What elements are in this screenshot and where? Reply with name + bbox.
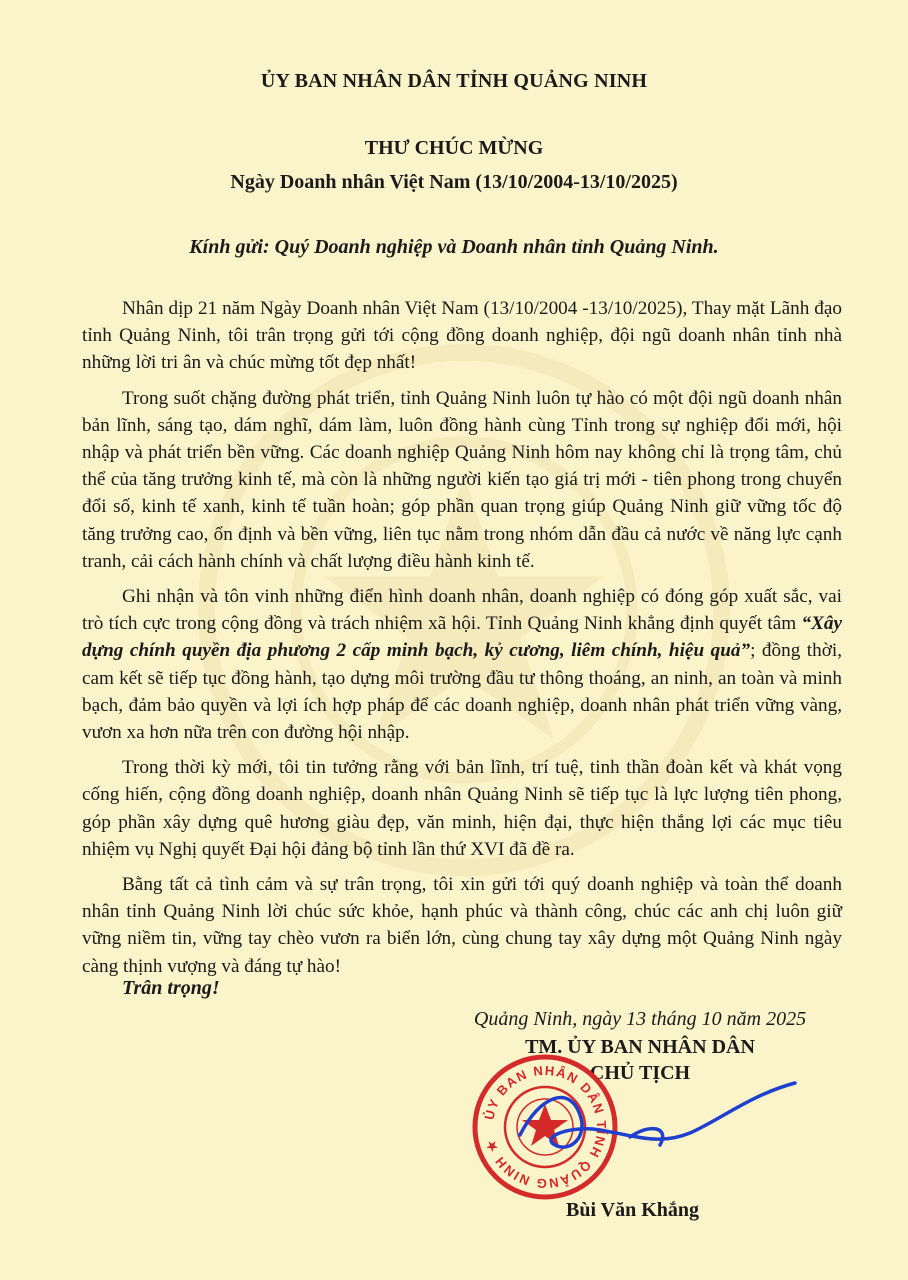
paragraph-3-part-b: ; đồng thời, cam kết sẽ tiếp tục đồng hành, tạo dựng môi trường đầu tư thông thoáng, an ninh, an toàn và minh bạch, đảm bảo quyền và lợi ích hợp pháp để các doanh nghiệp, doanh nhân phát triển vững vàng, vươn xa hơn nữa trên con đường hội nhập. xyxy=(82,640,842,744)
paragraph-5: Bằng tất cả tình cảm và sự trân trọng, tôi xin gửi tới quý doanh nghiệp và toàn thể doanh nhân tỉnh Quảng Ninh lời chúc sức khỏe, hạnh phúc và thành công, chúc các anh chị luôn giữ vững niềm tin, vững tay chèo vươn ra biển lớn, cùng chung tay xây dựng một Quảng Ninh ngày càng thịnh vượng và đáng tự hào! xyxy=(82,874,842,977)
place-date: Quảng Ninh, ngày 13 tháng 10 năm 2025 xyxy=(473,1008,807,1030)
letter-body xyxy=(82,295,842,988)
organization-name: ỦY BAN NHÂN DÂN TỈNH QUẢNG NINH xyxy=(260,70,648,92)
paragraph-1: Nhân dịp 21 năm Ngày Doanh nhân Việt Nam (13/10/2004 -13/10/2025), Thay mặt Lãnh đạo tỉnh Quảng Ninh, tôi trân trọng gửi tới cộng đồng doanh nghiệp, đội ngũ doanh nhân tỉnh nhà những lời tri ân và chúc mừng tốt đẹp nhất! xyxy=(82,298,842,374)
paragraph-3-quote: “Xây dựng chính quyền địa phương 2 cấp minh bạch, kỷ cương, liêm chính, hiệu quả” xyxy=(82,613,842,662)
closing-line: Trân trọng! xyxy=(122,977,220,999)
paragraph-3 xyxy=(82,583,842,746)
paragraph-4: Trong thời kỳ mới, tôi tin tưởng rằng với bản lĩnh, trí tuệ, tinh thần đoàn kết và khát vọng cống hiến, cộng đồng doanh nghiệp, doanh nhân Quảng Ninh sẽ tiếp tục là lực lượng tiên phong, góp phần xây dựng quê hương giàu đẹp, văn minh, hiện đại, thực hiện thắng lợi các mục tiêu nhiệm vụ Nghị quyết Đại hội đảng bộ tỉnh lần thứ XVI đã đề ra. xyxy=(82,757,842,860)
letter-title: THƯ CHÚC MỪNG xyxy=(364,137,544,159)
svg-text:ỦY BAN NHÂN DÂN TỈNH QUẢNG NIN: ỦY BAN NHÂN DÂN TỈNH QUẢNG NINH ★ xyxy=(481,1062,610,1192)
letter-subtitle: Ngày Doanh nhân Việt Nam (13/10/2004-13/10/2025) xyxy=(230,171,678,193)
paragraph-2: Trong suốt chặng đường phát triển, tỉnh Quảng Ninh luôn tự hào có một đội ngũ doanh nhân bản lĩnh, sáng tạo, dám nghĩ, dám làm, luôn đồng hành cùng Tỉnh trong sự nghiệp đổi mới, hội nhập và phát triển bền vững. Các doanh nghiệp Quảng Ninh hôm nay không chỉ là trọng tâm, chủ thể của tăng trưởng kinh tế, mà còn là những người kiến tạo giá trị mới - tiên phong trong chuyển đổi số, kinh tế xanh, kinh tế tuần hoàn; góp phần quan trọng giúp Quảng Ninh giữ vững tốc độ tăng trưởng cao, ổn định và bền vững, liên tục nằm trong nhóm dẫn đầu cả nước về năng lực cạnh tranh, cải cách hành chính và chất lượng điều hành kinh tế. xyxy=(82,387,842,572)
signer-name: Bùi Văn Khắng xyxy=(566,1199,700,1221)
handwritten-signature-icon xyxy=(510,1075,810,1165)
position-line: CHỦ TỊCH xyxy=(589,1062,691,1084)
on-behalf-line: TM. ỦY BAN NHÂN DÂN xyxy=(525,1036,755,1058)
paragraph-3-part-a: Ghi nhận và tôn vinh những điển hình doanh nhân, doanh nghiệp có đóng góp xuất sắc, vai trò tích cực trong cộng đồng và trách nhiệm xã hội. Tỉnh Quảng Ninh khẳng định quyết tâm xyxy=(82,586,842,635)
greeting-line: Kính gửi: Quý Doanh nghiệp và Doanh nhân tỉnh Quảng Ninh. xyxy=(189,236,719,258)
